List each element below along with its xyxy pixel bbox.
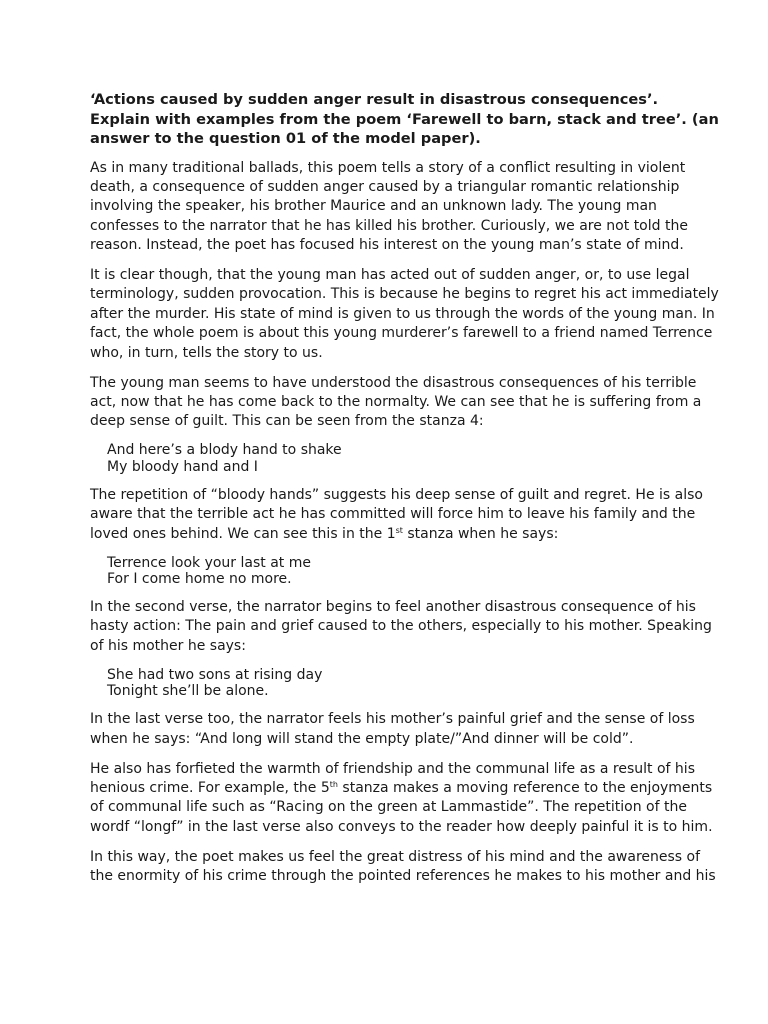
quote-stanza-2	[90, 667, 720, 700]
paragraph-3: The young man seems to have understood the disastrous consequences of his terrible act, now that he has come back to the normalty. We can see that he is suffering from a deep sense of guilt. This can be seen from the stanza 4:	[90, 374, 702, 430]
document-title: ‘Actions caused by sudden anger result in disastrous consequences’. Explain with examples from the poem ‘Farewell to barn, stack and tree’. (an answer to the question 01 of the model paper).	[90, 91, 719, 147]
quote-line: She had two sons at rising day	[107, 666, 323, 683]
paragraph-7	[90, 760, 720, 838]
paragraph-5: In the second verse, the narrator begins to feel another disastrous consequence of his hasty action: The pain and grief caused to the others, especially to his mother. Speaking of his mother he says:	[90, 599, 712, 654]
quote-line: For I come home no more.	[107, 571, 292, 587]
paragraph-4	[90, 486, 720, 544]
paragraph-text: stanza when he says:	[402, 525, 559, 542]
paragraph-text: He also has forfieted the warmth of friendship and the communal life as a result of his henious crime. For example, the 5	[90, 760, 695, 796]
paragraph-6: In the last verse too, the narrator feels his mother’s painful grief and the sense of loss when he says: “And long will stand the empty plate/”And dinner will be cold”.	[90, 711, 695, 747]
paragraph-8: In this way, the poet makes us feel the great distress of his mind and the awareness of the enormity of his crime through the pointed references he makes to his mother and his	[90, 848, 716, 885]
quote-stanza-1	[90, 555, 720, 588]
superscript: th	[329, 779, 338, 789]
quote-line: And here’s a blody hand to shake	[107, 442, 342, 459]
paragraph-2: It is clear though, that the young man has acted out of sudden anger, or, to use legal terminology, sudden provocation. This is because he begins to regret his act immediately after the murder. His state of mind is given to us through the words of the young man. In fact, the whole poem is about this young murderer’s farewell to a friend named Terrence who, in turn, tells the story to us.	[90, 267, 719, 361]
paragraph-text: stanza makes a moving reference to the enjoyments of communal life such as “Racing on the green at Lammastide”. The repetition of the wordf “longf” in the last verse also conveys to the reader how deeply painful it is to him.	[90, 779, 713, 835]
quote-line: My bloody hand and I	[107, 458, 258, 475]
paragraph-1: As in many traditional ballads, this poem tells a story of a conflict resulting in violent death, a consequence of sudden anger caused by a triangular romantic relationship involving the speaker, his brother Maurice and an unknown lady. The young man confesses to the narrator that he has killed his brother. Curiously, we are not told the reason. Instead, the poet has focused his interest on the young man’s state of mind.	[90, 159, 688, 254]
superscript: st	[395, 525, 403, 535]
paragraph-text: The repetition of “bloody hands” suggests his deep sense of guilt and regret. He is also aware that the terrible act he has committed will force him to leave his family and the loved ones behind. We can see this in the 1	[90, 486, 703, 542]
quote-line: Tonight she’ll be alone.	[107, 683, 269, 700]
quote-stanza-4	[90, 442, 720, 475]
quote-line: Terrence look your last at me	[107, 554, 311, 571]
